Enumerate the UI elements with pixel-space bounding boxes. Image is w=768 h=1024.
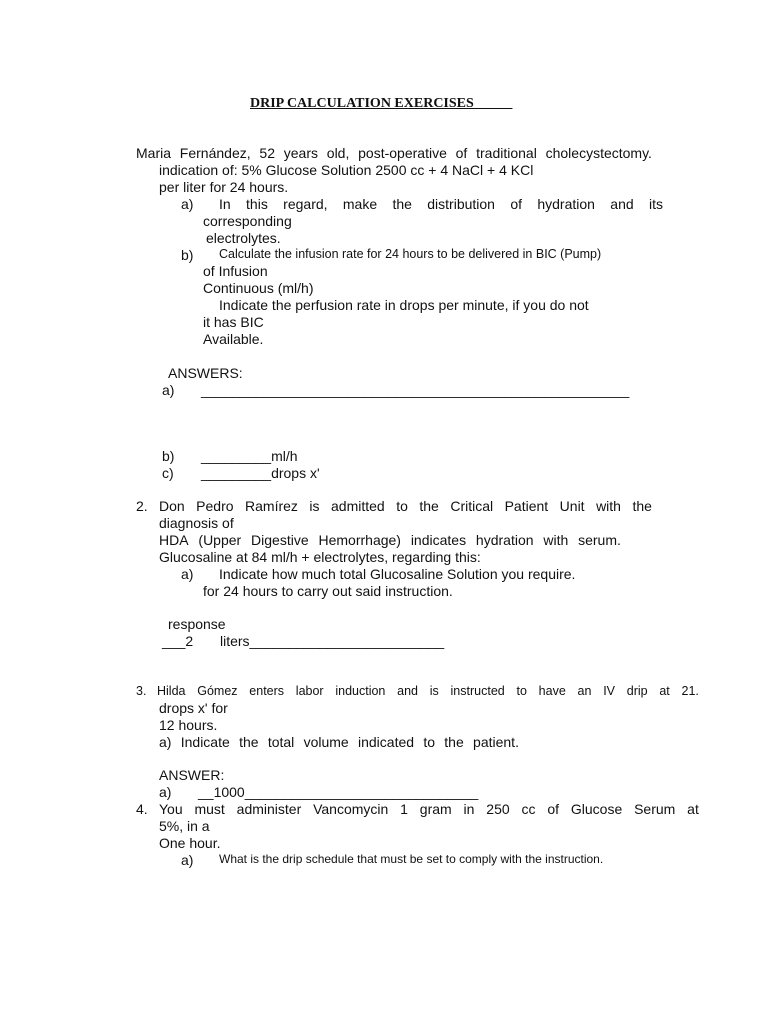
ex4-line1: [159, 801, 699, 818]
word: of: [455, 145, 468, 161]
ex4-a-text: What is the drip schedule that must be set to comply with the instruction.: [219, 852, 604, 866]
word: hydration: [537, 196, 595, 212]
word: in: [463, 801, 475, 817]
word: Hemorrhage): [318, 532, 401, 548]
word: You: [159, 801, 183, 817]
word: old,: [326, 145, 350, 161]
word: traditional: [476, 145, 537, 161]
ex4-a-marker: a): [181, 852, 194, 868]
word: Pedro: [196, 498, 234, 514]
word: the: [239, 734, 259, 750]
ex3-line2: drops x' for: [159, 700, 228, 716]
word: with: [543, 532, 569, 548]
word: Gómez: [197, 684, 238, 698]
ex1-b-line2: of Infusion: [203, 263, 268, 279]
ex1-answer-c-text: _________drops x': [201, 465, 320, 481]
ex2-line1: [159, 498, 652, 515]
word: and: [610, 196, 634, 212]
ex1-answer-c-marker: c): [162, 465, 174, 481]
word: a): [159, 734, 172, 750]
ex1-intro-line1: [136, 145, 652, 162]
ex1-b-marker: b): [181, 247, 194, 263]
ex1-answer-b-text: _________ml/h: [201, 448, 298, 464]
word: and: [397, 684, 418, 698]
ex3-number: 3.: [136, 684, 147, 698]
ex1-a-marker: a): [181, 196, 194, 212]
word: is: [429, 684, 439, 698]
ex3-line3: 12 hours.: [159, 717, 218, 733]
word: must: [194, 801, 225, 817]
word: the: [419, 498, 439, 514]
word: Indicate: [180, 734, 230, 750]
word: 250: [486, 801, 510, 817]
ex1-a-line1: [219, 196, 663, 213]
word: enters: [249, 684, 285, 698]
ex2-response-text: liters_________________________: [220, 633, 445, 649]
word: In: [219, 196, 231, 212]
ex1-b-line1: Calculate the infusion rate for 24 hours to be delivered in BIC (Pump): [219, 247, 602, 261]
word: years: [283, 145, 318, 161]
word: Digestive: [251, 532, 309, 548]
ex2-response-label: response: [168, 616, 226, 632]
ex4-number: 4.: [136, 801, 148, 817]
word: 21.: [681, 684, 699, 698]
ex3-answer-marker: a): [159, 784, 172, 800]
word: its: [648, 196, 663, 212]
ex1-a-line3: electrolytes.: [206, 230, 281, 246]
ex1-b-line3: Continuous (ml/h): [203, 280, 314, 296]
ex1-c-line1: Indicate the perfusion rate in drops per minute, if you do not: [219, 297, 589, 313]
ex4-line2: 5%, in a: [159, 818, 210, 834]
word: Critical: [450, 498, 494, 514]
ex2-a-line1: Indicate how much total Glucosaline Solution you require.: [219, 566, 576, 582]
word: drip: [626, 684, 648, 698]
ex2-number: 2.: [136, 498, 148, 514]
word: 52: [259, 145, 275, 161]
word: to: [516, 684, 527, 698]
word: the: [444, 734, 464, 750]
word: IV: [603, 684, 615, 698]
word: this: [246, 196, 268, 212]
word: of: [547, 801, 560, 817]
word: indicates: [410, 532, 467, 548]
word: with: [596, 498, 621, 514]
word: Hilda: [157, 684, 186, 698]
word: cholecystectomy.: [545, 145, 652, 161]
ex2-response-prefix: ___2: [162, 633, 194, 649]
ex2-line3: [159, 532, 621, 549]
ex2-a-marker: a): [181, 566, 194, 582]
word: patient.: [473, 734, 519, 750]
word: hydration: [475, 532, 534, 548]
word: Maria: [136, 145, 172, 161]
word: HDA: [159, 532, 189, 548]
ex1-answer-b-marker: b): [162, 448, 175, 464]
word: to: [396, 498, 408, 514]
ex1-intro-line3: per liter for 24 hours.: [159, 179, 289, 195]
word: Fernández,: [179, 145, 251, 161]
ex4-line3: One hour.: [159, 835, 221, 851]
ex3-answer-label: ANSWER:: [159, 767, 225, 783]
ex3-line4: [159, 734, 519, 751]
word: the: [632, 498, 652, 514]
word: Ramírez: [245, 498, 298, 514]
word: labor: [295, 684, 324, 698]
word: have: [538, 684, 566, 698]
ex3-line1: [157, 683, 699, 700]
ex2-a-line2: for 24 hours to carry out said instruction.: [203, 583, 453, 599]
word: Serum: [634, 801, 676, 817]
document-title: DRIP CALCULATION EXERCISES _____: [250, 96, 513, 111]
word: (Upper: [198, 532, 242, 548]
word: distribution: [427, 196, 495, 212]
word: 1: [400, 801, 408, 817]
word: at: [687, 801, 699, 817]
word: serum.: [578, 532, 621, 548]
word: Don: [159, 498, 185, 514]
word: instructed: [450, 684, 505, 698]
ex1-answer-a-marker: a): [162, 382, 175, 398]
ex1-answers-label: ANSWERS:: [168, 365, 243, 381]
word: volume: [303, 734, 349, 750]
word: gram: [419, 801, 452, 817]
ex2-line2: diagnosis of: [159, 515, 234, 531]
ex1-c-line2: it has BIC: [203, 314, 264, 330]
word: Glucose: [570, 801, 623, 817]
word: Unit: [559, 498, 585, 514]
word: make: [342, 196, 378, 212]
word: Vancomycin: [313, 801, 389, 817]
word: post-operative: [358, 145, 447, 161]
word: an: [577, 684, 592, 698]
word: administer: [236, 801, 302, 817]
word: is: [309, 498, 320, 514]
word: total: [267, 734, 295, 750]
ex2-line4: Glucosaline at 84 ml/h + electrolytes, regarding this:: [159, 549, 481, 565]
ex1-a-line2: corresponding: [203, 213, 292, 229]
word: admitted: [331, 498, 385, 514]
ex3-answer-text: __1000______________________________: [198, 784, 479, 800]
word: cc: [521, 801, 536, 817]
word: induction: [335, 684, 386, 698]
ex1-c-line3: Available.: [203, 331, 264, 347]
word: the: [392, 196, 412, 212]
ex1-answer-a-line: _______________________________________________________: [201, 382, 630, 398]
word: regard,: [283, 196, 328, 212]
word: Patient: [504, 498, 549, 514]
word: at: [659, 684, 670, 698]
word: indicated: [357, 734, 415, 750]
word: to: [423, 734, 435, 750]
word: of: [510, 196, 522, 212]
ex1-intro-line2: indication of: 5% Glucose Solution 2500 cc + 4 NaCl + 4 KCl: [159, 162, 534, 178]
